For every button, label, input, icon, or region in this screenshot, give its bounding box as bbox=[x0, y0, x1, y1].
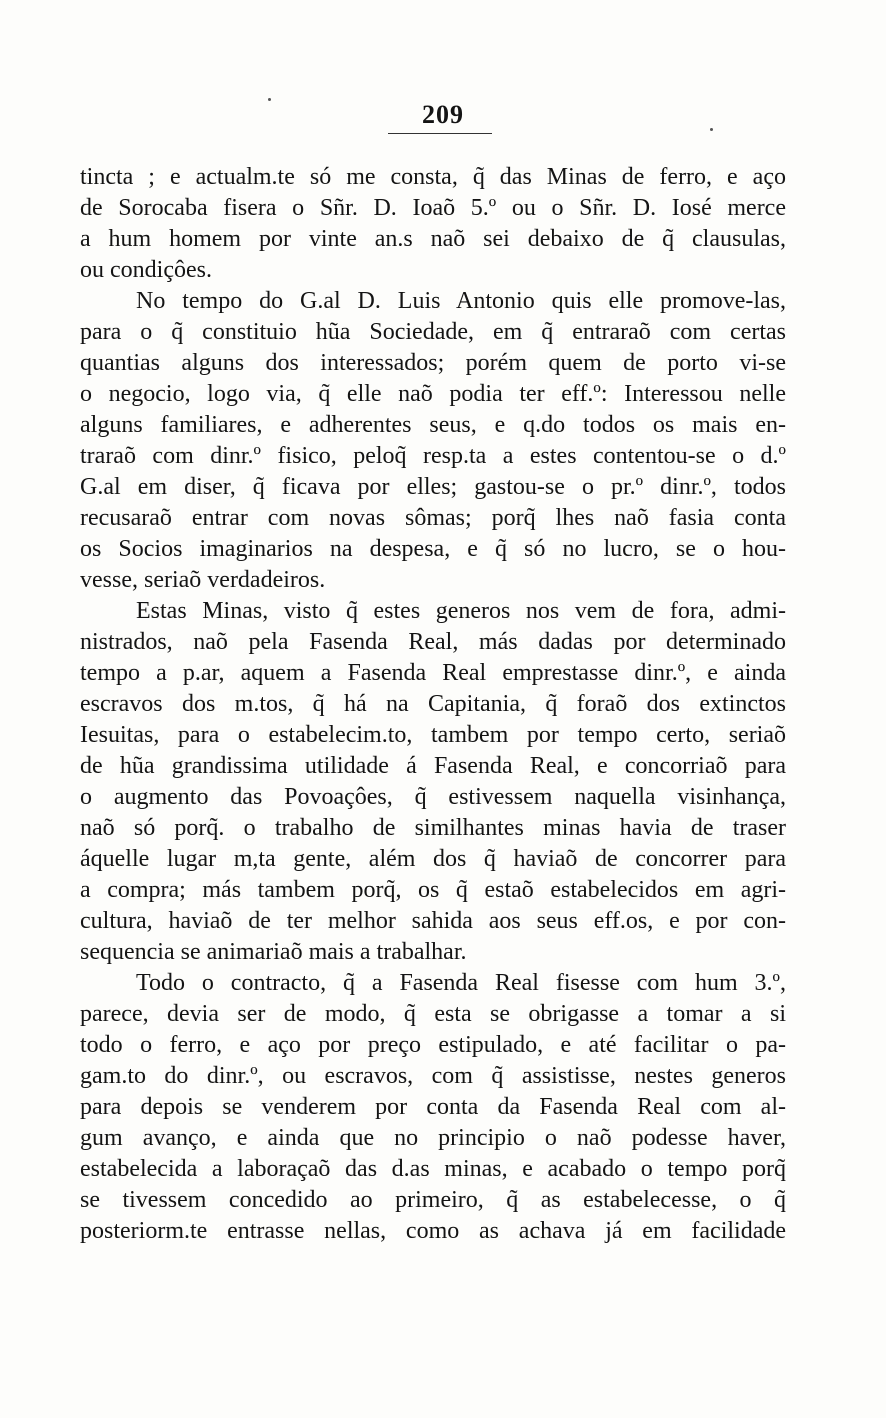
text-line: No tempo do G.al D. Luis Antonio quis elle promove-las, bbox=[136, 288, 786, 314]
text-line: nistrados, naõ pela Fasenda Real, más dadas por determinado bbox=[80, 629, 786, 655]
text-line: posteriorm.te entrasse nellas, como as achava já em facilidade bbox=[80, 1218, 786, 1244]
page-number: 209 bbox=[422, 100, 464, 129]
text-line: os Socios imaginarios na despesa, e q̃ só no lucro, se o hou- bbox=[80, 536, 786, 562]
text-line: G.al em diser, q̃ ficava por elles; gastou-se o pr.º dinr.º, todos bbox=[80, 474, 786, 500]
text-line: naõ só porq̃. o trabalho de similhantes minas havia de traser bbox=[80, 815, 786, 841]
text-line: ou condiçôes. bbox=[80, 257, 212, 283]
text-line: para depois se venderem por conta da Fasenda Real com al- bbox=[80, 1094, 786, 1120]
text-line: Iesuitas, para o estabelecim.to, tambem por tempo certo, seriaõ bbox=[80, 722, 786, 748]
text-line: o augmento das Povoaçôes, q̃ estivessem naquella visinhança, bbox=[80, 784, 786, 810]
text-line: parece, devia ser de modo, q̃ esta se obrigasse a tomar a si bbox=[80, 1001, 786, 1027]
text-line: o negocio, logo via, q̃ elle naõ podia ter eff.º: Interessou nelle bbox=[80, 381, 786, 407]
text-line: tempo a p.ar, aquem a Fasenda Real emprestasse dinr.º, e ainda bbox=[80, 660, 786, 686]
text-line: a compra; más tambem porq̃, os q̃ estaõ estabelecidos em agri- bbox=[80, 877, 786, 903]
page-number-rule bbox=[388, 133, 492, 134]
text-line: a hum homem por vinte an.s naõ sei debaixo de q̃ clausulas, bbox=[80, 226, 786, 252]
text-line: quantias alguns dos interessados; porém quem de porto vi-se bbox=[80, 350, 786, 376]
print-speck bbox=[710, 128, 713, 131]
text-line: cultura, haviaõ de ter melhor sahida aos seus eff.os, e por con- bbox=[80, 908, 786, 934]
text-line: alguns familiares, e adherentes seus, e q.do todos os mais en- bbox=[80, 412, 786, 438]
text-line: estabelecida a laboraçaõ das d.as minas, e acabado o tempo porq̃ bbox=[80, 1156, 786, 1182]
text-line: escravos dos m.tos, q̃ há na Capitania, q̃ foraõ dos extinctos bbox=[80, 691, 786, 717]
text-line: Estas Minas, visto q̃ estes generos nos vem de fora, admi- bbox=[136, 598, 786, 624]
text-line: Todo o contracto, q̃ a Fasenda Real fisesse com hum 3.º, bbox=[136, 970, 786, 996]
text-line: se tivessem concedido ao primeiro, q̃ as estabelecesse, o q̃ bbox=[80, 1187, 786, 1213]
text-line: gam.to do dinr.º, ou escravos, com q̃ assistisse, nestes generos bbox=[80, 1063, 786, 1089]
text-line: áquelle lugar m,ta gente, além dos q̃ haviaõ de concorrer para bbox=[80, 846, 786, 872]
text-line: todo o ferro, e aço por preço estipulado, e até facilitar o pa- bbox=[80, 1032, 786, 1058]
text-line: tincta ; e actualm.te só me consta, q̃ das Minas de ferro, e aço bbox=[80, 164, 786, 190]
text-line: recusaraõ entrar com novas sômas; porq̃ lhes naõ fasia conta bbox=[80, 505, 786, 531]
text-line: sequencia se animariaõ mais a trabalhar. bbox=[80, 939, 467, 965]
body-text bbox=[80, 162, 786, 1247]
print-speck bbox=[268, 98, 271, 101]
text-line: para o q̃ constituio hũa Sociedade, em q̃ entraraõ com certas bbox=[80, 319, 786, 345]
text-line: gum avanço, e ainda que no principio o naõ podesse haver, bbox=[80, 1125, 786, 1151]
text-line: de Sorocaba fisera o Sñr. D. Ioaõ 5.º ou o Sñr. D. Iosé merce bbox=[80, 195, 786, 221]
text-line: traraõ com dinr.º fisico, peloq̃ resp.ta a estes contentou-se o d.º bbox=[80, 443, 786, 469]
text-line: de hũa grandissima utilidade á Fasenda Real, e concorriaõ para bbox=[80, 753, 786, 779]
text-line: vesse, seriaõ verdadeiros. bbox=[80, 567, 326, 593]
